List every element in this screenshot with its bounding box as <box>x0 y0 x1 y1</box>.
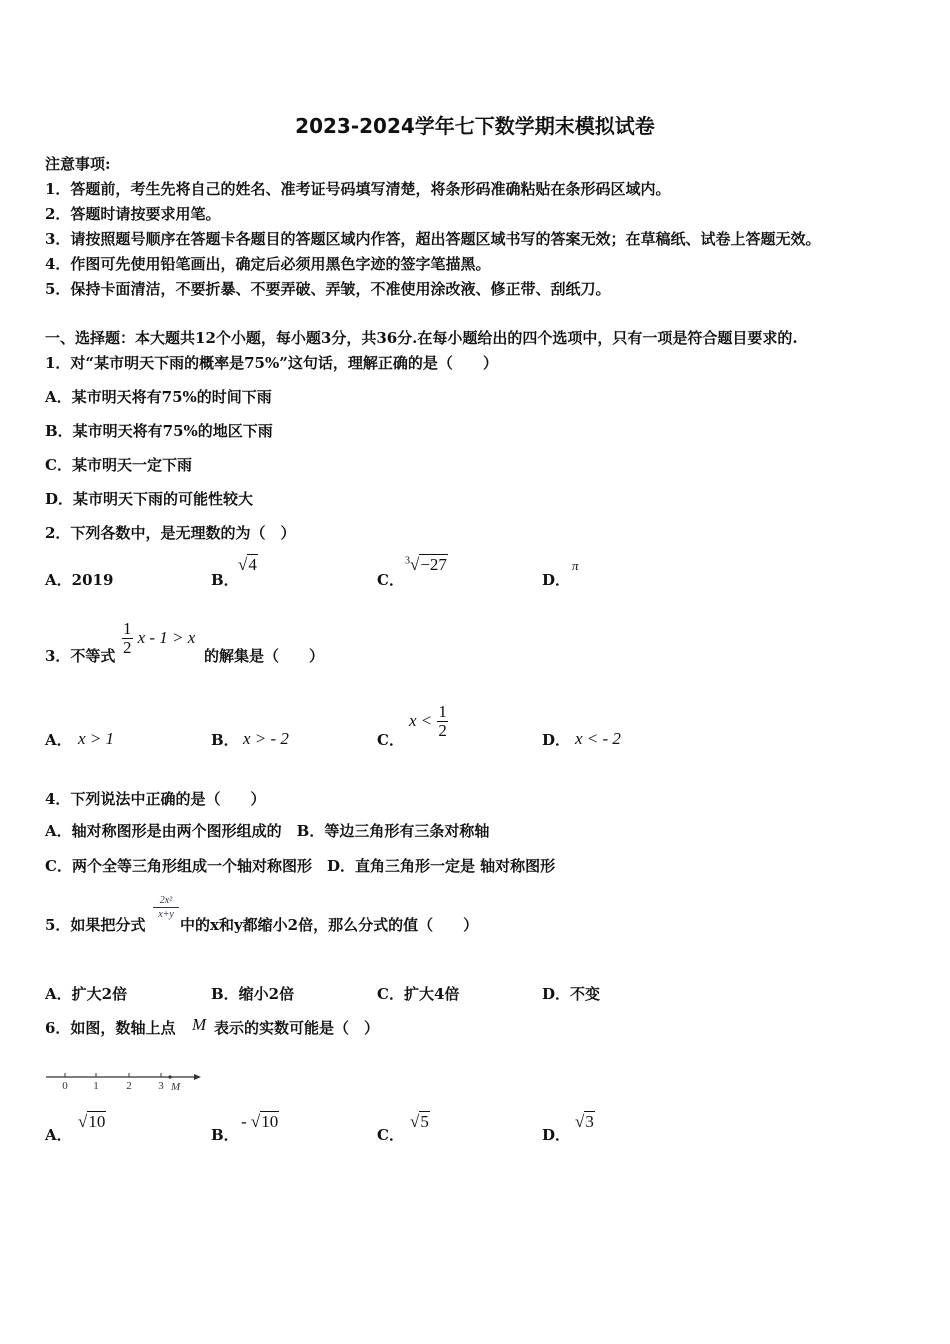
question-3-inequality <box>122 620 195 657</box>
fraction <box>122 620 133 657</box>
q6-option-d-label: D． <box>542 1126 571 1144</box>
q5-option-d: D．不变 <box>542 985 601 1003</box>
option-label: A． <box>45 571 72 589</box>
q3-option-c-label: C． <box>377 731 404 749</box>
q5-option-c: C．扩大4倍 <box>377 985 460 1003</box>
q3-option-b-math: x > - 2 <box>243 729 289 748</box>
q1-option-a: A．某市明天将有75%的时间下雨 <box>45 388 272 406</box>
notice-item: 1．答题前，考生先将自己的姓名、准考证号码填写清楚，将条形码准确粘贴在条形码区域内。 <box>45 180 671 198</box>
q2-option-d-label: D． <box>542 571 571 589</box>
question-6-point: M <box>192 1015 207 1034</box>
q6-option-c-math: √5 <box>410 1112 429 1131</box>
numerator: 2x² <box>153 894 179 908</box>
q2-option-c-label: C． <box>377 571 404 589</box>
radicand: −27 <box>420 555 447 574</box>
tick-label: 3 <box>158 1080 164 1092</box>
q2-option-b-label: B． <box>211 571 239 589</box>
inequality-expr: x - 1 > x <box>137 628 196 647</box>
question-3-prefix: 3．不等式 <box>45 647 116 665</box>
q3-option-b-label: B． <box>211 731 239 749</box>
radicand: 10 <box>261 1112 279 1131</box>
root-index: 3 <box>405 555 410 567</box>
q3-option-d-math: x < - 2 <box>575 729 621 748</box>
q4-options-line-1: A．轴对称图形是由两个图形组成的 B．等边三角形有三条对称轴 <box>45 822 490 840</box>
radicand: 10 <box>88 1112 106 1131</box>
denominator: x+y <box>158 909 174 920</box>
question-5-suffix: 中的x和y都缩小2倍，那么分式的值（ ） <box>180 916 479 934</box>
point-label: M <box>171 1081 181 1093</box>
number-line-figure <box>44 1068 204 1094</box>
q6-option-a-math: √10 <box>78 1112 106 1131</box>
tick-label: 0 <box>62 1080 68 1092</box>
tick-label: 2 <box>126 1080 132 1092</box>
q6-option-d-math: √3 <box>575 1112 594 1131</box>
q1-option-d: D．某市明天下雨的可能性较大 <box>45 490 254 508</box>
q3-option-c-math <box>409 703 448 740</box>
q2-option-c-math: $^3$√−27 <box>405 555 447 574</box>
point-m-dot <box>168 1075 171 1078</box>
q2-option-a <box>45 569 113 590</box>
q3-option-a-math: x > 1 <box>78 729 115 748</box>
notice-heading: 注意事项: <box>45 155 111 173</box>
q3-option-d-label: D． <box>542 731 571 749</box>
minus-sign: - <box>241 1112 247 1131</box>
q6-option-c-label: C． <box>377 1126 404 1144</box>
question-6-prefix: 6．如图，数轴上点 <box>45 1019 176 1037</box>
q5-option-a: A．扩大2倍 <box>45 985 128 1003</box>
numerator: 1 <box>438 702 447 721</box>
q2-option-b-math: √4 <box>238 555 257 574</box>
q1-option-c: C．某市明天一定下雨 <box>45 456 192 474</box>
question-4-stem: 4．下列说法中正确的是（ ） <box>45 790 266 808</box>
q6-option-b-math: - √10 <box>241 1112 279 1131</box>
option-value: 2019 <box>71 571 114 589</box>
q6-option-a-label: A． <box>45 1126 72 1144</box>
question-5-prefix: 5．如果把分式 <box>45 916 146 934</box>
q3-option-a-label: A． <box>45 731 72 749</box>
question-3-suffix: 的解集是（ ） <box>204 647 325 665</box>
q2-option-d-math: π <box>572 558 579 573</box>
radicand: 4 <box>248 555 257 574</box>
q5-option-b: B．缩小2倍 <box>211 985 295 1003</box>
question-1-stem: 1．对“某市明天下雨的概率是75%”这句话，理解正确的是（ ） <box>45 354 498 372</box>
denominator: 2 <box>123 638 132 657</box>
numerator: 1 <box>123 619 132 638</box>
section-heading: 一、选择题：本大题共12个小题，每小题3分，共36分.在每小题给出的四个选项中，只有一项是符合题目要求的. <box>45 329 798 347</box>
fraction <box>437 703 448 740</box>
question-6-suffix: 表示的实数可能是（ ） <box>214 1019 380 1037</box>
arrow-icon <box>194 1074 201 1080</box>
tick-label: 1 <box>93 1080 99 1092</box>
radicand: 5 <box>420 1112 429 1131</box>
question-2-stem: 2．下列各数中，是无理数的为（ ） <box>45 524 296 542</box>
inequality-var: x < <box>409 711 433 730</box>
notice-item: 5．保持卡面清洁，不要折暴、不要弄破、弄皱，不准使用涂改液、修正带、刮纸刀。 <box>45 280 611 298</box>
radicand: 3 <box>585 1112 594 1131</box>
notice-item: 3．请按照题号顺序在答题卡各题目的答题区域内作答，超出答题区域书写的答案无效；在草稿纸、试卷上答题无效。 <box>45 230 821 248</box>
denominator: 2 <box>438 721 447 740</box>
q6-option-b-label: B． <box>211 1126 239 1144</box>
notice-item: 4．作图可先使用铅笔画出，确定后必须用黑色字迹的签字笔描黑。 <box>45 255 491 273</box>
question-5-fraction <box>153 894 179 921</box>
q1-option-b: B．某市明天将有75%的地区下雨 <box>45 422 273 440</box>
notice-item: 2．答题时请按要求用笔。 <box>45 205 221 223</box>
q4-options-line-2: C．两个全等三角形组成一个轴对称图形 D．直角三角形一定是 轴对称图形 <box>45 857 556 875</box>
page-title: 2023-2024学年七下数学期末模拟试卷 <box>295 114 655 138</box>
